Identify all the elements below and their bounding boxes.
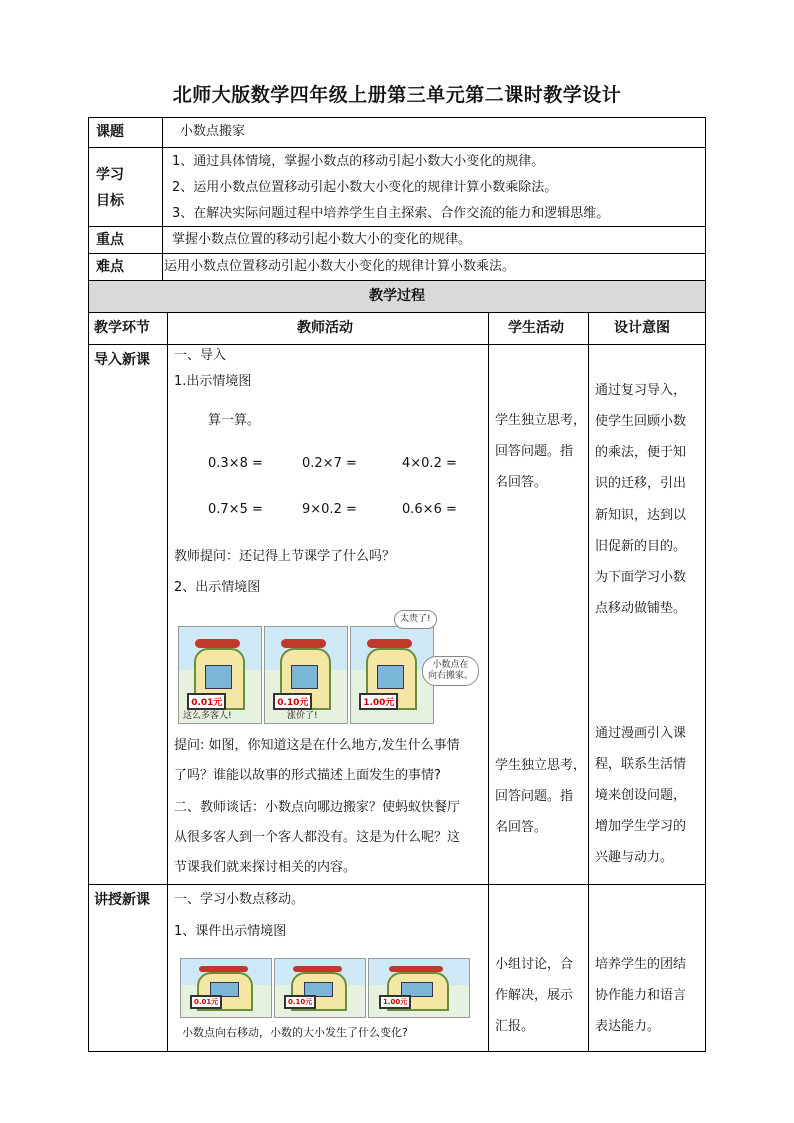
col-divider bbox=[488, 312, 489, 1052]
design-intent: 增加学生学习的 bbox=[595, 819, 687, 834]
col-divider bbox=[162, 117, 163, 280]
row-divider bbox=[88, 280, 706, 281]
row-divider bbox=[88, 884, 706, 885]
calc-item: 4×0.2 = bbox=[402, 456, 457, 471]
bubble-line: 小数点在 bbox=[432, 660, 469, 670]
design-intent: 旧促新的目的。 bbox=[595, 539, 687, 554]
comic-caption: 小数点向右移动，小数的大小发生了什么变化? bbox=[182, 1026, 408, 1039]
teacher-step: 1.出示情境图 bbox=[174, 374, 252, 389]
design-intent: 通过漫画引入课 bbox=[595, 726, 687, 741]
teacher-talk: 节课我们就来探讨相关的内容。 bbox=[174, 860, 357, 875]
student-activity: 名回答。 bbox=[495, 820, 548, 835]
price-sign: 0.10元 bbox=[273, 693, 312, 710]
process-header: 教学过程 bbox=[369, 288, 425, 304]
difficulty-value: 运用小数点位置移动引起小数大小变化的规律计算小数乘法。 bbox=[164, 259, 516, 274]
teacher-heading: 一、学习小数点移动。 bbox=[174, 892, 305, 907]
topic-label: 课题 bbox=[96, 124, 124, 140]
comic-panel bbox=[274, 958, 366, 1018]
design-intent: 兴趣与动力。 bbox=[595, 850, 674, 865]
design-intent: 识的迁移，引出 bbox=[595, 476, 687, 491]
price-sign: 0.01元 bbox=[190, 995, 222, 1009]
comic-roof bbox=[389, 966, 443, 972]
stage-teach: 讲授新课 bbox=[94, 892, 150, 908]
col-teacher: 教师活动 bbox=[297, 320, 353, 336]
design-intent: 程，联系生活情 bbox=[595, 757, 687, 772]
difficulty-label: 难点 bbox=[96, 259, 124, 275]
calc-item: 0.2×7 = bbox=[302, 456, 357, 471]
comic-roof bbox=[293, 966, 342, 972]
col-divider bbox=[167, 312, 168, 1052]
design-intent: 的乘法，便于知 bbox=[595, 445, 687, 460]
comic-panel bbox=[178, 626, 262, 724]
calc-item: 0.6×6 = bbox=[402, 502, 457, 517]
comic-roof bbox=[367, 639, 411, 649]
teacher-prompt: 教师提问：还记得上节课学了什么吗？ bbox=[174, 549, 396, 564]
design-intent: 表达能力。 bbox=[595, 1019, 661, 1034]
comic-roof bbox=[195, 639, 239, 649]
comic-roof bbox=[281, 639, 325, 649]
col-divider bbox=[588, 312, 589, 1052]
design-intent: 新知识，达到以 bbox=[595, 508, 687, 523]
teacher-step: 2、出示情境图 bbox=[174, 580, 261, 595]
teacher-talk: 二、教师谈话：小数点向哪边搬家？使蚂蚁快餐厅 bbox=[174, 800, 461, 815]
goals-label-2: 目标 bbox=[96, 193, 124, 209]
price-sign: 0.01元 bbox=[187, 693, 226, 710]
document-title: 北师大版数学四年级上册第三单元第二课时教学设计 bbox=[172, 84, 622, 106]
speech-bubble: 太贵了! bbox=[394, 610, 437, 629]
col-intent: 设计意图 bbox=[614, 320, 670, 336]
row-divider bbox=[88, 147, 706, 148]
design-intent: 通过复习导入， bbox=[595, 383, 687, 398]
student-activity: 学生独立思考， bbox=[495, 758, 587, 773]
comic-panel bbox=[264, 626, 348, 724]
comic-roof bbox=[199, 966, 248, 972]
goal-item: 3、在解决实际问题过程中培养学生自主探索、合作交流的能力和逻辑思维。 bbox=[172, 206, 610, 221]
row-divider bbox=[88, 312, 706, 313]
design-intent: 境来创设问题， bbox=[595, 788, 687, 803]
col-student: 学生活动 bbox=[508, 320, 564, 336]
price-sign: 1.00元 bbox=[379, 995, 411, 1009]
row-divider bbox=[88, 226, 706, 227]
topic-value: 小数点搬家 bbox=[180, 124, 246, 139]
student-activity: 回答问题。指 bbox=[495, 444, 574, 459]
calc-item: 0.7×5 = bbox=[208, 502, 263, 517]
teacher-step: 1、课件出示情境图 bbox=[174, 924, 287, 939]
comic-window bbox=[291, 665, 318, 688]
comic-panel bbox=[368, 958, 470, 1018]
row-divider bbox=[88, 253, 706, 254]
student-activity: 汇报。 bbox=[495, 1019, 535, 1034]
student-activity: 作解决，展示 bbox=[495, 988, 574, 1003]
comic-caption: 这么多客人! bbox=[183, 711, 232, 721]
calc-item: 0.3×8 = bbox=[208, 456, 263, 471]
speech-bubble bbox=[422, 656, 479, 686]
design-intent: 使学生回顾小数 bbox=[595, 414, 687, 429]
comic-window bbox=[377, 665, 404, 688]
bubble-line: 向右搬家。 bbox=[428, 671, 474, 681]
design-intent: 点移动做铺垫。 bbox=[595, 601, 687, 616]
comic-caption: 涨价了! bbox=[287, 711, 318, 721]
student-activity: 回答问题。指 bbox=[495, 789, 574, 804]
teacher-heading: 一、导入 bbox=[174, 348, 227, 363]
calc-title: 算一算。 bbox=[208, 413, 261, 428]
student-activity: 名回答。 bbox=[495, 475, 548, 490]
student-activity: 小组讨论，合 bbox=[495, 957, 574, 972]
design-intent: 协作能力和语言 bbox=[595, 988, 687, 1003]
price-sign: 1.00元 bbox=[359, 693, 398, 710]
col-stage: 教学环节 bbox=[94, 320, 150, 336]
design-intent: 培养学生的团结 bbox=[595, 957, 687, 972]
teacher-talk: 从很多客人到一个客人都没有。这是为什么呢？这 bbox=[174, 830, 461, 845]
comic-panel bbox=[180, 958, 272, 1018]
key-point-value: 掌握小数点位置的移动引起小数大小的变化的规律。 bbox=[172, 232, 472, 247]
stage-intro: 导入新课 bbox=[94, 352, 150, 368]
design-intent: 为下面学习小数 bbox=[595, 570, 687, 585]
comic-window bbox=[205, 665, 232, 688]
calc-item: 9×0.2 = bbox=[302, 502, 357, 517]
price-sign: 0.10元 bbox=[284, 995, 316, 1009]
teacher-question: 了吗？谁能以故事的形式描述上面发生的事情? bbox=[174, 768, 441, 783]
goal-item: 2、运用小数点位置移动引起小数大小变化的规律计算小数乘除法。 bbox=[172, 180, 558, 195]
teacher-question: 提问: 如图，你知道这是在什么地方,发生什么事情 bbox=[174, 738, 460, 753]
goal-item: 1、通过具体情境，掌握小数点的移动引起小数大小变化的规律。 bbox=[172, 154, 545, 169]
key-point-label: 重点 bbox=[96, 232, 124, 248]
goals-label-1: 学习 bbox=[96, 167, 124, 183]
row-divider bbox=[88, 344, 706, 345]
student-activity: 学生独立思考， bbox=[495, 413, 587, 428]
